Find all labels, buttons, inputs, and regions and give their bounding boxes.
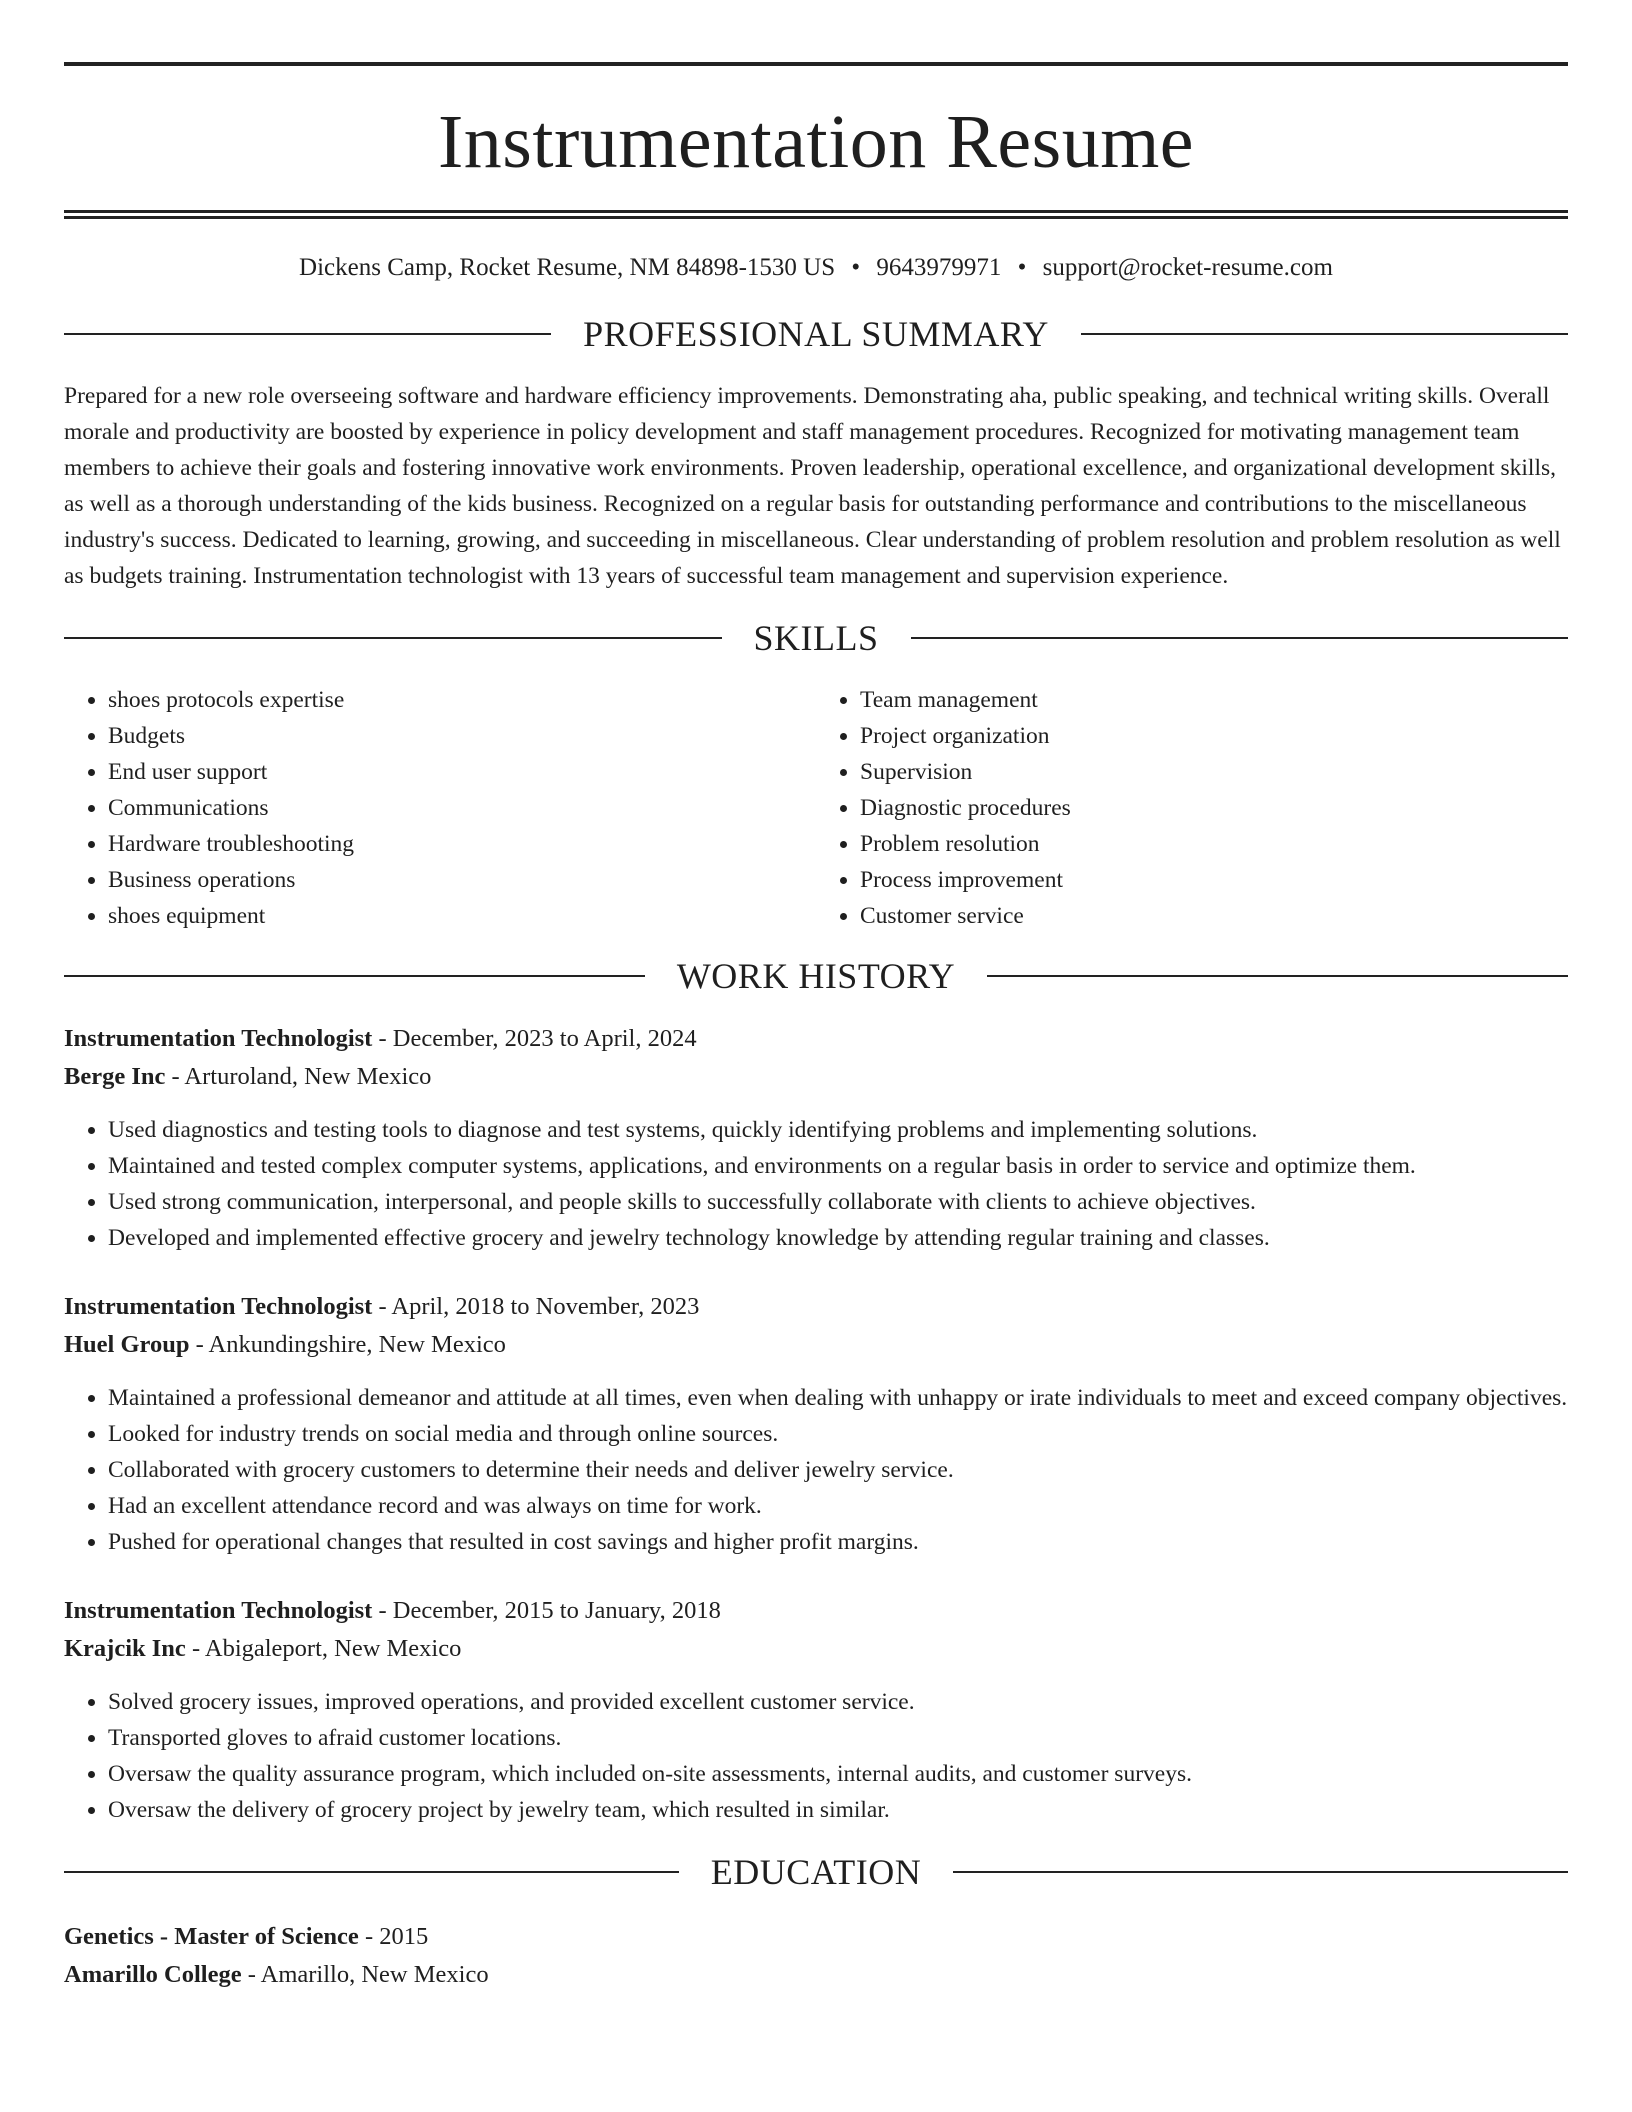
- skill-item: • Team management: [860, 682, 1568, 718]
- skill-item: • Supervision: [860, 754, 1568, 790]
- section-rule-left: [64, 333, 551, 335]
- job-title: Instrumentation Technologist: [64, 1597, 373, 1624]
- skill-item: • Business operations: [108, 862, 816, 898]
- job-title: Instrumentation Technologist: [64, 1293, 373, 1320]
- title-double-rule: [64, 210, 1568, 219]
- skills-list: [64, 682, 1568, 934]
- contact-phone: 9643979971: [876, 254, 1002, 281]
- section-rule-right: [911, 637, 1569, 639]
- resume-title: Instrumentation Resume: [437, 100, 1195, 184]
- job-bullet: • Oversaw the quality assurance program, which included on-site assessments, internal audits, and customer surveys.: [108, 1756, 1568, 1792]
- job-title-line: [64, 1020, 1568, 1058]
- job-bullet: • Collaborated with grocery customers to determine their needs and deliver jewelry service.: [108, 1452, 1568, 1488]
- job-dates: - December, 2015 to January, 2018: [372, 1597, 721, 1624]
- job-location: - Ankundingshire, New Mexico: [189, 1331, 506, 1358]
- section-title-education: EDUCATION: [710, 1852, 922, 1892]
- skill-item: • Project organization: [860, 718, 1568, 754]
- job-company-line: [64, 1326, 1568, 1364]
- job-location: - Abigaleport, New Mexico: [185, 1635, 462, 1662]
- job-company-line: [64, 1058, 1568, 1096]
- job-bullet: • Had an excellent attendance record and was always on time for work.: [108, 1488, 1568, 1524]
- job-title: Instrumentation Technologist: [64, 1025, 373, 1052]
- section-rule-left: [64, 975, 645, 977]
- job-company: Berge Inc: [64, 1063, 166, 1090]
- job-dates: - December, 2023 to April, 2024: [372, 1025, 697, 1052]
- job-bullet: • Used strong communication, interpersonal, and people skills to successfully collaborate with clients to achieve objectives.: [108, 1184, 1568, 1220]
- education-school-line: [64, 1956, 1568, 1994]
- section-rule-right: [953, 1871, 1568, 1873]
- section-header-skills: [64, 620, 1568, 656]
- job-bullet: • Used diagnostics and testing tools to diagnose and test systems, quickly identifying problems and implementing solutions.: [108, 1112, 1568, 1148]
- job-entry: [64, 1288, 1568, 1560]
- section-header-education: [64, 1854, 1568, 1890]
- section-rule-right: [1081, 333, 1568, 335]
- contact-address: Dickens Camp, Rocket Resume, NM 84898-1530 US: [299, 254, 836, 281]
- job-bullet: • Pushed for operational changes that resulted in cost savings and higher profit margins.: [108, 1524, 1568, 1560]
- section-rule-left: [64, 637, 722, 639]
- skill-item: • End user support: [108, 754, 816, 790]
- skill-item: • shoes protocols expertise: [108, 682, 816, 718]
- section-header-work: [64, 958, 1568, 994]
- section-header-summary: [64, 316, 1568, 352]
- education-location: - Amarillo, New Mexico: [241, 1961, 489, 1988]
- job-bullets: [64, 1684, 1568, 1828]
- education-school: Amarillo College: [64, 1961, 242, 1988]
- job-company-line: [64, 1630, 1568, 1668]
- skill-item: • Diagnostic procedures: [860, 790, 1568, 826]
- section-title-skills: SKILLS: [753, 618, 879, 658]
- job-bullet: • Transported gloves to afraid customer locations.: [108, 1720, 1568, 1756]
- job-company: Huel Group: [64, 1331, 190, 1358]
- job-title-line: [64, 1592, 1568, 1630]
- section-title-summary: PROFESSIONAL SUMMARY: [583, 314, 1049, 354]
- job-bullets: [64, 1112, 1568, 1256]
- skill-item: • Problem resolution: [860, 826, 1568, 862]
- skills-column-right: [816, 682, 1568, 934]
- section-title-work: WORK HISTORY: [676, 956, 956, 996]
- summary-text: Prepared for a new role overseeing software and hardware efficiency improvements. Demonstrating aha, public speaking, and technical writing skills. Overall morale and productivity are boosted by experience in policy development and staff management procedures. Recognized for motivating management team members to achieve their goals and fostering innovative work environments. Proven leadership, operational excellence, and organizational development skills, as well as a thorough understanding of the kids business. Recognized on a regular basis for outstanding performance and contributions to the miscellaneous industry's success. Dedicated to learning, growing, and succeeding in miscellaneous. Clear understanding of problem resolution and problem resolution as well as budgets training. Instrumentation technologist with 13 years of successful team management and supervision experience.: [64, 383, 1561, 589]
- education-degree: Genetics - Master of Science: [64, 1923, 359, 1950]
- top-rule: [64, 62, 1568, 66]
- skill-item: • Customer service: [860, 898, 1568, 934]
- education-degree-line: [64, 1918, 1568, 1956]
- skill-item: • Process improvement: [860, 862, 1568, 898]
- skill-item: • shoes equipment: [108, 898, 816, 934]
- job-bullet: • Maintained a professional demeanor and attitude at all times, even when dealing with unhappy or irate individuals to meet and exceed company objectives.: [108, 1380, 1568, 1416]
- skill-item: • Communications: [108, 790, 816, 826]
- job-bullet: • Solved grocery issues, improved operations, and provided excellent customer service.: [108, 1684, 1568, 1720]
- job-location: - Arturoland, New Mexico: [165, 1063, 432, 1090]
- job-bullet: • Maintained and tested complex computer systems, applications, and environments on a regular basis in order to service and optimize them.: [108, 1148, 1568, 1184]
- job-bullet: • Developed and implemented effective grocery and jewelry technology knowledge by attending regular training and classes.: [108, 1220, 1568, 1256]
- job-entry: [64, 1592, 1568, 1828]
- resume-page: [64, 62, 1568, 1994]
- contact-email[interactable]: support@rocket-resume.com: [1042, 254, 1333, 281]
- job-company: Krajcik Inc: [64, 1635, 186, 1662]
- job-bullet: • Oversaw the delivery of grocery project by jewelry team, which resulted in similar.: [108, 1792, 1568, 1828]
- job-title-line: [64, 1288, 1568, 1326]
- job-dates: - April, 2018 to November, 2023: [372, 1293, 700, 1320]
- contact-separator: •: [1017, 254, 1027, 281]
- education-year: - 2015: [358, 1923, 429, 1950]
- job-bullet: • Looked for industry trends on social media and through online sources.: [108, 1416, 1568, 1452]
- section-rule-right: [987, 975, 1568, 977]
- skills-column-left: [64, 682, 816, 934]
- skill-item: • Budgets: [108, 718, 816, 754]
- contact-line: [64, 255, 1568, 280]
- contact-separator: •: [851, 254, 861, 281]
- skill-item: • Hardware troubleshooting: [108, 826, 816, 862]
- job-bullets: [64, 1380, 1568, 1560]
- education-entry: [64, 1918, 1568, 1994]
- job-entry: [64, 1020, 1568, 1256]
- section-rule-left: [64, 1871, 679, 1873]
